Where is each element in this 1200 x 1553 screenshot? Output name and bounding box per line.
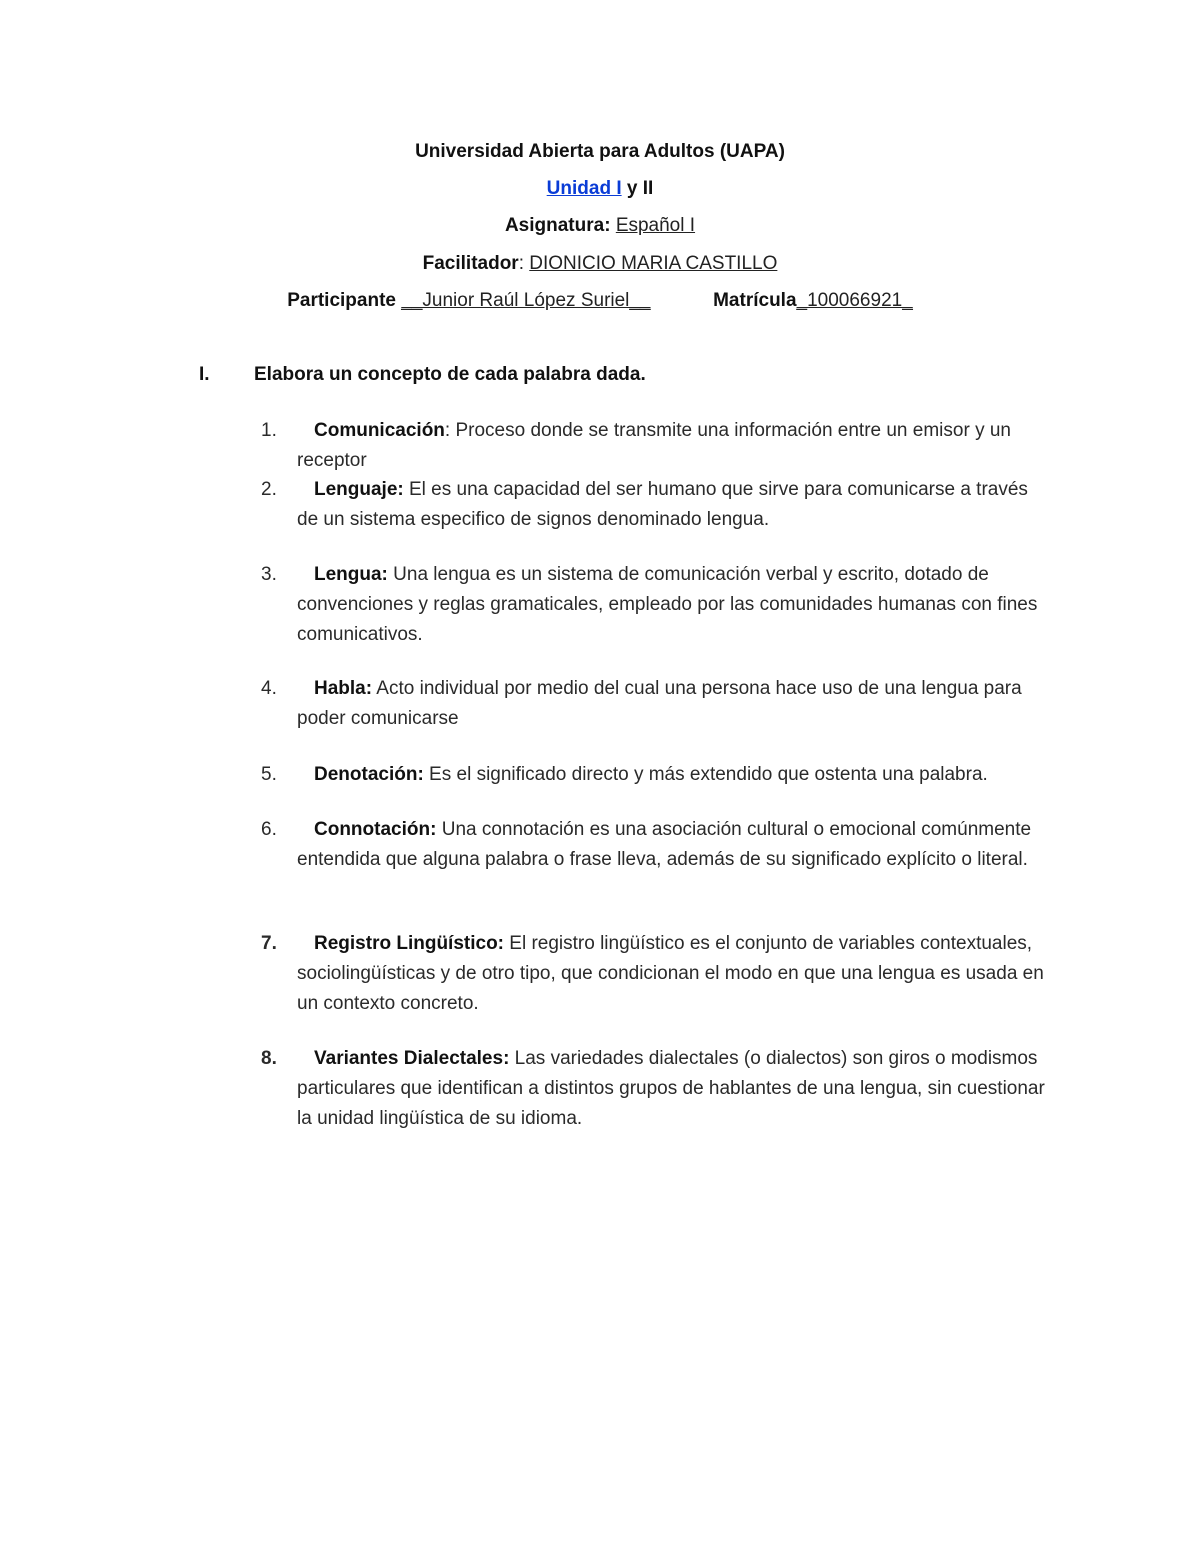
item-term: Habla: bbox=[314, 678, 373, 699]
participant-value: __Junior Raúl López Suriel__ bbox=[401, 290, 651, 311]
list-item bbox=[261, 929, 1051, 1019]
participant-label: Participante bbox=[287, 290, 396, 311]
facilitator-colon: : bbox=[518, 253, 530, 274]
item-body bbox=[297, 674, 1051, 734]
item-term: Denotación: bbox=[314, 764, 424, 785]
subject-line bbox=[0, 214, 1200, 238]
item-definition: Las variedades dialectales (o dialectos) son giros o modismos particulares que identifican a distintos grupos de hablantes de una lengua, sin cuestionar la unidad lingüística de su idioma. bbox=[297, 1048, 1045, 1129]
matricula-label: Matrícula bbox=[713, 290, 797, 311]
subject-value: Español I bbox=[615, 215, 696, 236]
section-title: Elabora un concepto de cada palabra dada. bbox=[254, 364, 646, 385]
unit-rest: y II bbox=[621, 178, 654, 199]
list-item bbox=[261, 1044, 1051, 1134]
item-number: 7. bbox=[261, 933, 277, 954]
item-number: 6. bbox=[261, 819, 277, 840]
subject-label: Asignatura: bbox=[504, 215, 611, 236]
list-item bbox=[261, 674, 1051, 734]
item-body bbox=[297, 760, 1051, 790]
item-definition: El registro lingüístico es el conjunto de variables contextuales, sociolingüísticas y de otro tipo, que condicionan el modo en que una lengua es usada en un contexto concreto. bbox=[297, 933, 1044, 1014]
university-name: Universidad Abierta para Adultos (UAPA) bbox=[415, 141, 785, 162]
list-item bbox=[261, 475, 1051, 535]
item-term: Registro Lingüístico: bbox=[314, 933, 504, 954]
item-term: Lengua: bbox=[314, 564, 388, 585]
item-number: 2. bbox=[261, 479, 277, 500]
item-number: 5. bbox=[261, 764, 277, 785]
section-number: I. bbox=[199, 364, 210, 385]
item-term: Connotación: bbox=[314, 819, 437, 840]
university-title bbox=[0, 140, 1200, 164]
item-body bbox=[297, 475, 1051, 535]
item-body bbox=[297, 929, 1051, 1019]
list-item bbox=[261, 760, 1051, 790]
item-body bbox=[297, 560, 1051, 650]
item-definition: : Proceso donde se transmite una información entre un emisor y un receptor bbox=[297, 420, 1011, 471]
item-definition: El es una capacidad del ser humano que sirve para comunicarse a través de un sistema especifico de signos denominado lengua. bbox=[297, 479, 1028, 530]
section-heading bbox=[199, 363, 646, 387]
facilitator-label: Facilitador bbox=[422, 253, 519, 274]
participant-line bbox=[0, 289, 1200, 313]
item-body bbox=[297, 416, 1051, 476]
list-item bbox=[261, 560, 1051, 650]
unit-line bbox=[0, 177, 1200, 201]
item-term: Lenguaje: bbox=[314, 479, 404, 500]
unit-link[interactable]: Unidad I bbox=[546, 178, 622, 199]
item-definition: Una connotación es una asociación cultural o emocional comúnmente entendida que alguna palabra o frase lleva, además de su significado explícito o literal. bbox=[297, 819, 1032, 870]
facilitator-value: DIONICIO MARIA CASTILLO bbox=[529, 253, 778, 274]
item-number: 8. bbox=[261, 1048, 277, 1069]
item-term: Comunicación bbox=[314, 420, 445, 441]
matricula-value: _100066921_ bbox=[796, 290, 913, 311]
item-definition: Una lengua es un sistema de comunicación verbal y escrito, dotado de convenciones y reglas gramaticales, empleado por las comunidades humanas con fines comunicativos. bbox=[297, 564, 1038, 645]
item-number: 4. bbox=[261, 678, 277, 699]
item-term: Variantes Dialectales: bbox=[314, 1048, 510, 1069]
item-body bbox=[297, 1044, 1051, 1134]
item-number: 1. bbox=[261, 420, 277, 441]
list-item bbox=[261, 416, 1051, 476]
item-definition: Acto individual por medio del cual una persona hace uso de una lengua para poder comunicarse bbox=[297, 678, 1022, 729]
list-item bbox=[261, 815, 1051, 875]
item-definition: Es el significado directo y más extendido que ostenta una palabra. bbox=[423, 764, 988, 785]
item-number: 3. bbox=[261, 564, 277, 585]
item-body bbox=[297, 815, 1051, 875]
facilitator-line bbox=[0, 252, 1200, 276]
